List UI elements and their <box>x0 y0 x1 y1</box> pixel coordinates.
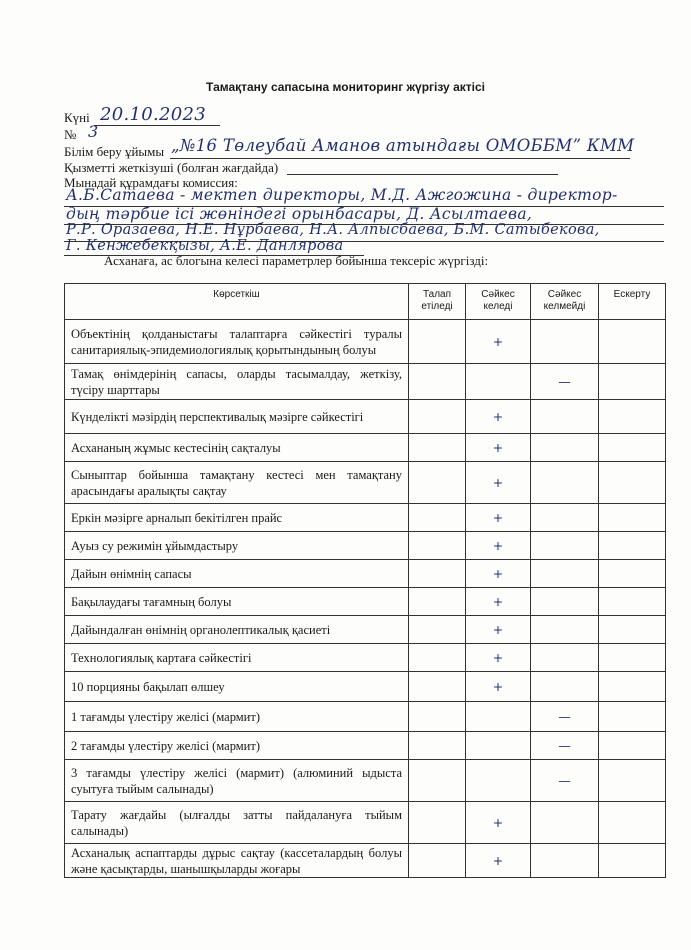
header-nonconforms: Сәйкес келмейді <box>531 284 599 320</box>
table-header-row <box>65 284 666 320</box>
indicator-cell: Тамақ өнімдерінің сапасы, оларды тасымалдау, жеткізу, түсіру шарттары <box>65 364 409 400</box>
table-row <box>65 588 666 616</box>
monitoring-table <box>64 283 666 878</box>
header-indicator: Көрсеткіш <box>65 284 409 320</box>
indicator-cell: Сыныптар бойынша тамақтану кестесі мен тамақтану арасындағы аралықты сақтау <box>65 462 409 504</box>
table-row <box>65 400 666 434</box>
nonconforms-cell: — <box>531 732 599 760</box>
note-cell <box>599 504 666 532</box>
required-cell <box>409 434 466 462</box>
nonconforms-cell <box>531 802 599 844</box>
indicator-cell: Бақылаудағы тағамның болуы <box>65 588 409 616</box>
required-cell <box>409 672 466 702</box>
conforms-cell: + <box>466 844 531 878</box>
indicator-cell: Технологиялық картаға сәйкестігі <box>65 644 409 672</box>
nonconforms-cell: — <box>531 760 599 802</box>
required-cell <box>409 802 466 844</box>
indicator-cell: Күнделікті мәзірдің перспективалық мәзірге сәйкестігі <box>65 400 409 434</box>
table-row <box>65 434 666 462</box>
required-cell <box>409 616 466 644</box>
school-label: Білім беру ұйымы <box>64 144 165 159</box>
supplier-label: Қызметті жеткізуші (болған жағдайда) <box>64 160 279 175</box>
table-row <box>65 560 666 588</box>
table-row <box>65 802 666 844</box>
table-row <box>65 532 666 560</box>
conforms-cell: + <box>466 462 531 504</box>
nonconforms-cell <box>531 504 599 532</box>
table-row <box>65 504 666 532</box>
nonconforms-cell: — <box>531 702 599 732</box>
note-cell <box>599 702 666 732</box>
conforms-cell: + <box>466 532 531 560</box>
nonconforms-cell <box>531 844 599 878</box>
note-cell <box>599 844 666 878</box>
conforms-cell <box>466 702 531 732</box>
indicator-cell: Дайындалған өнімнің органолептикалық қасиеті <box>65 616 409 644</box>
required-cell <box>409 844 466 878</box>
required-cell <box>409 588 466 616</box>
table-row <box>65 702 666 732</box>
nonconforms-cell <box>531 462 599 504</box>
nonconforms-cell <box>531 616 599 644</box>
required-cell <box>409 364 466 400</box>
required-cell <box>409 560 466 588</box>
indicator-cell: 10 порцияны бақылап өлшеу <box>65 672 409 702</box>
school-underline <box>170 158 630 159</box>
commission-line-2: дың тәрбие ісі жөніндегі орынбасары, Д. Асылтаева, <box>66 205 533 223</box>
nonconforms-cell <box>531 560 599 588</box>
indicator-cell: Дайын өнімнің сапасы <box>65 560 409 588</box>
conforms-cell: + <box>466 504 531 532</box>
date-value: 20.10.2023 <box>100 104 207 125</box>
header-required: Талап етіледі <box>409 284 466 320</box>
table-row <box>65 320 666 364</box>
header-conforms: Сәйкес келеді <box>466 284 531 320</box>
table-row <box>65 462 666 504</box>
table-row <box>65 644 666 672</box>
conforms-cell: + <box>466 320 531 364</box>
note-cell <box>599 644 666 672</box>
nonconforms-cell <box>531 672 599 702</box>
intro-text: Асханаға, ас блогына келесі параметрлер бойынша тексеріс жүргізді: <box>104 253 489 268</box>
header-note: Ескерту <box>599 284 666 320</box>
indicator-cell: Ауыз су режимін ұйымдастыру <box>65 532 409 560</box>
conforms-cell <box>466 760 531 802</box>
indicator-cell: Асхананың жұмыс кестесінің сақталуы <box>65 434 409 462</box>
required-cell <box>409 504 466 532</box>
required-cell <box>409 532 466 560</box>
nonconforms-cell: — <box>531 364 599 400</box>
indicator-cell: Объектінің қолданыстағы талаптарға сәйкестігі туралы санитариялық-эпидемиологиялық қорытындының болуы <box>65 320 409 364</box>
note-cell <box>599 364 666 400</box>
date-label: Күні <box>64 110 90 125</box>
conforms-cell <box>466 364 531 400</box>
nonconforms-cell <box>531 644 599 672</box>
supplier-underline <box>287 174 558 175</box>
conforms-cell: + <box>466 616 531 644</box>
commission-line-3: Р.Р. Оразаева, Н.Е. Нұрбаева, Н.А. Алпысбаева, Б.М. Сатыбекова, <box>66 222 600 238</box>
note-cell <box>599 320 666 364</box>
table-row <box>65 616 666 644</box>
note-cell <box>599 588 666 616</box>
nonconforms-cell <box>531 434 599 462</box>
conforms-cell: + <box>466 560 531 588</box>
required-cell <box>409 320 466 364</box>
table-row <box>65 732 666 760</box>
conforms-cell: + <box>466 588 531 616</box>
number-value: 3 <box>88 122 99 141</box>
note-cell <box>599 672 666 702</box>
date-underline <box>94 125 220 126</box>
note-cell <box>599 760 666 802</box>
table-row <box>65 364 666 400</box>
required-cell <box>409 400 466 434</box>
school-value: „№16 Төлеубай Аманов атындағы ОМОББМ” КММ <box>171 136 635 155</box>
note-cell <box>599 462 666 504</box>
document-title: Тамақтану сапасына мониторинг жүргізу актісі <box>206 80 485 94</box>
note-cell <box>599 802 666 844</box>
commission-line-1: А.Б.Сатаева - мектеп директоры, М.Д. Ажгожина - директор- <box>66 186 618 204</box>
note-cell <box>599 616 666 644</box>
required-cell <box>409 760 466 802</box>
nonconforms-cell <box>531 320 599 364</box>
note-cell <box>599 434 666 462</box>
conforms-cell <box>466 732 531 760</box>
note-cell <box>599 732 666 760</box>
indicator-cell: Тарату жағдайы (ылғалды затты пайдалануға тыйым салынады) <box>65 802 409 844</box>
conforms-cell: + <box>466 672 531 702</box>
nonconforms-cell <box>531 400 599 434</box>
note-cell <box>599 532 666 560</box>
required-cell <box>409 732 466 760</box>
table-row <box>65 672 666 702</box>
indicator-cell: Асханалық аспаптарды дұрыс сақтау (кассеталардың болуы және қасықтарды, шанышқыларды жоғары <box>65 844 409 878</box>
indicator-cell: 2 тағамды үлестіру желісі (мармит) <box>65 732 409 760</box>
number-label: № <box>64 127 77 142</box>
required-cell <box>409 644 466 672</box>
conforms-cell: + <box>466 434 531 462</box>
conforms-cell: + <box>466 400 531 434</box>
indicator-cell: 3 тағамды үлестіру желісі (мармит) (алюминий ыдыста суытуға тыйым салынады) <box>65 760 409 802</box>
commission-label: Мынадай құрамдағы комиссия: <box>64 175 238 190</box>
table-row <box>65 844 666 878</box>
table-row <box>65 760 666 802</box>
conforms-cell: + <box>466 802 531 844</box>
nonconforms-cell <box>531 532 599 560</box>
note-cell <box>599 400 666 434</box>
conforms-cell: + <box>466 644 531 672</box>
commission-line-4: Г. Кенжебекқызы, А.Е. Данлярова <box>66 238 344 254</box>
indicator-cell: Еркін мәзірге арналып бекітілген прайс <box>65 504 409 532</box>
nonconforms-cell <box>531 588 599 616</box>
required-cell <box>409 702 466 732</box>
indicator-cell: 1 тағамды үлестіру желісі (мармит) <box>65 702 409 732</box>
note-cell <box>599 560 666 588</box>
required-cell <box>409 462 466 504</box>
